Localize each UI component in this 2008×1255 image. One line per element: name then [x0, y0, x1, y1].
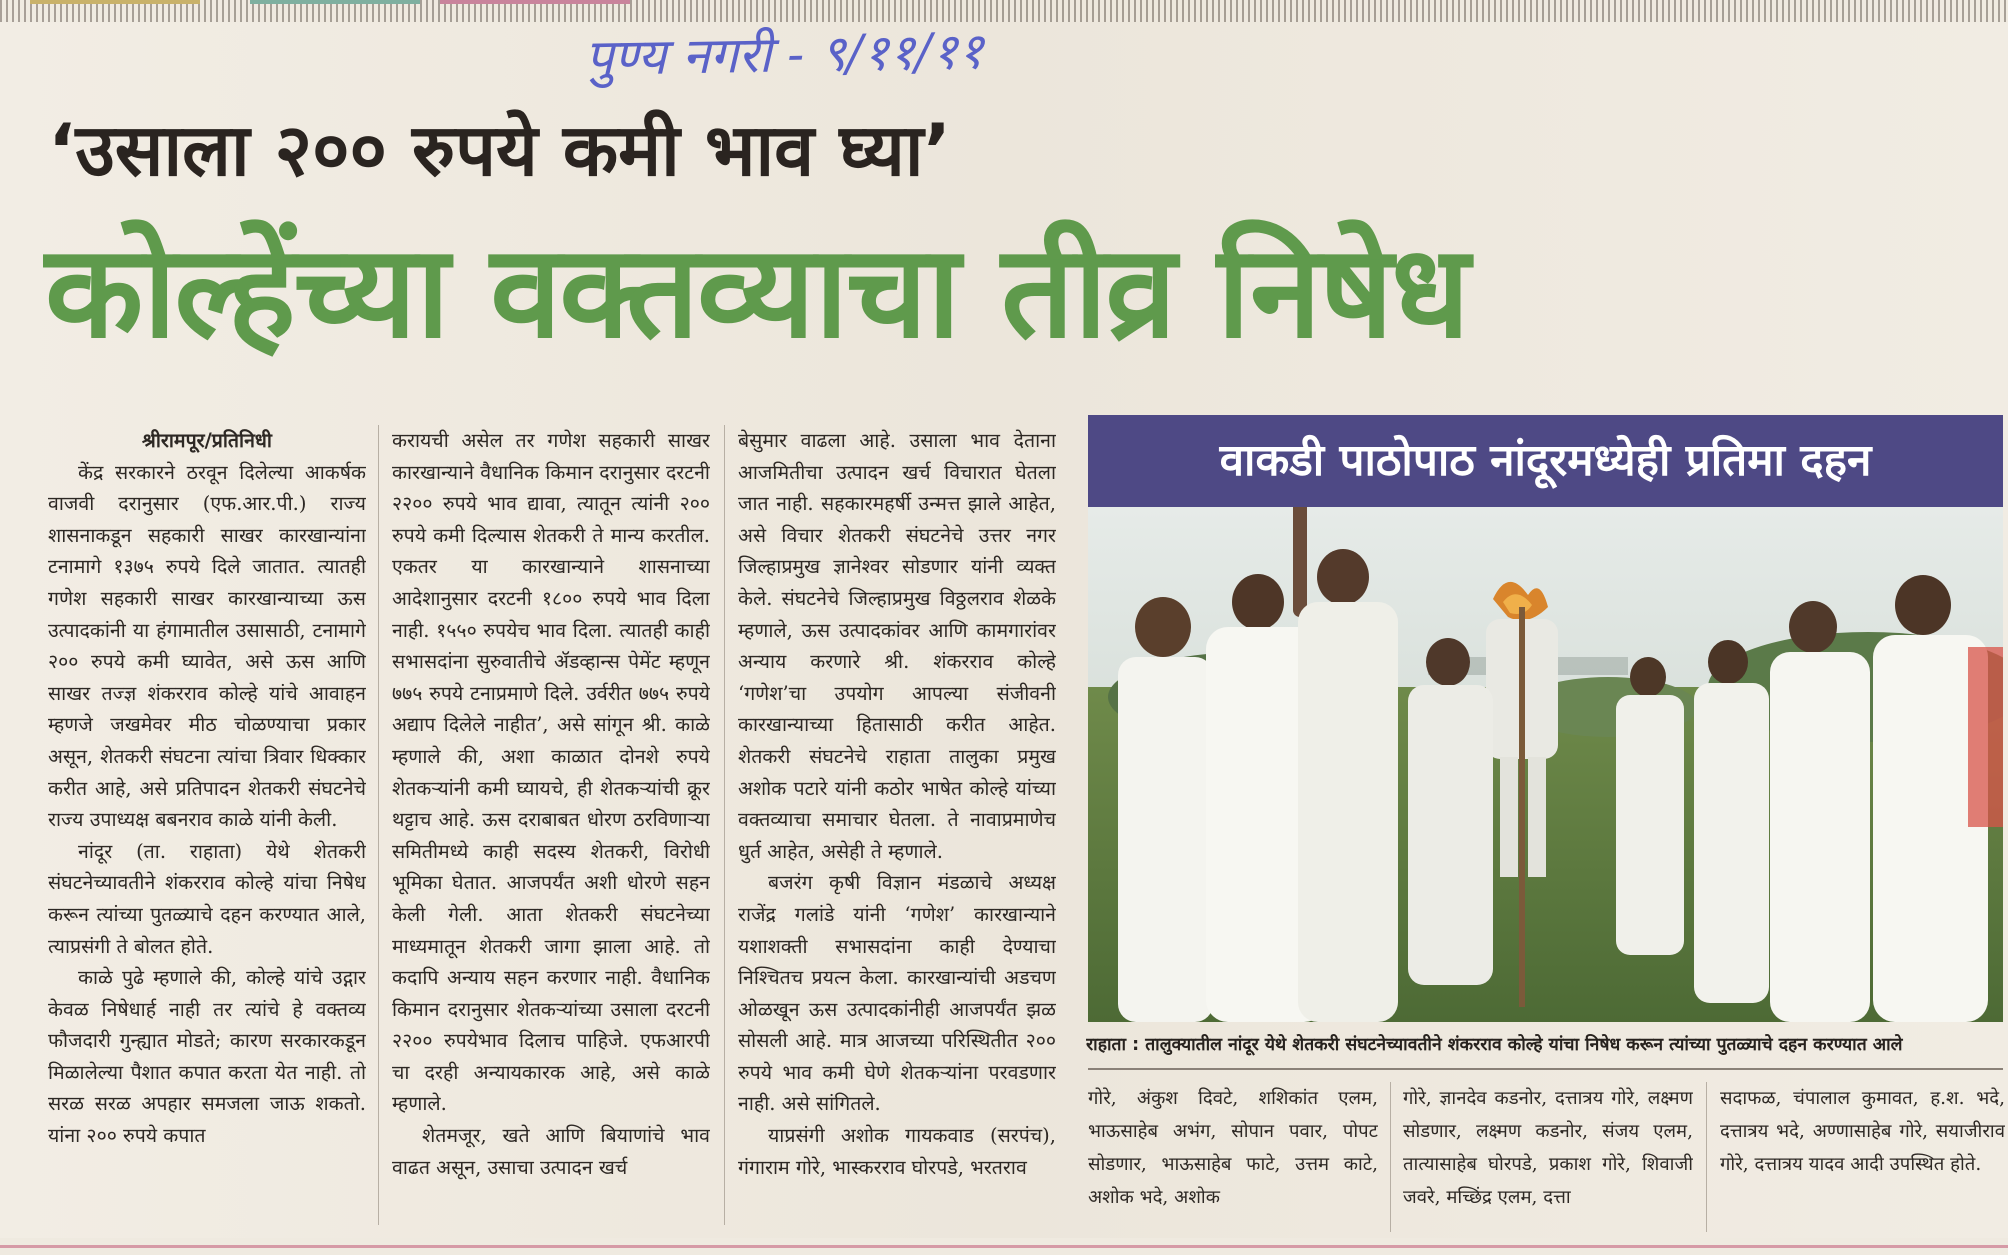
- attendee-names-column-2: [1403, 1082, 1693, 1232]
- column-divider: [724, 425, 725, 1225]
- handwritten-date-note: पुण्य नगरी - ९/११/११: [584, 21, 985, 87]
- column-divider: [1706, 1082, 1707, 1232]
- paragraph: शेतमजूर, खते आणि बियाणांचे भाव वाढत असून, उसाचा उत्पादन खर्च: [392, 1124, 710, 1179]
- effigy-burning-photo: [1088, 507, 2003, 1022]
- article-column-2: [392, 425, 710, 1235]
- paragraph: करायची असेल तर गणेश सहकारी साखर कारखान्याने वैधानिक किमान दरानुसार दरटनी २२०० रुपये भाव द्यावा, त्यातून त्यांनी २०० रुपये कमी दिल्यास शेतकरी ते मान्य करतील. एकतर या कारखान्याने शासनाच्या आदेशानुसार दरटनी १८०० रुपये भाव दिला नाही. १५५० रुपयेच भाव दिला. त्यातही काही सभासदांना सुरुवातीचे ॲडव्हान्स पेमेंट म्हणून ७७५ रुपये टनाप्रमाणे दिले. उर्वरीत ७७५ रुपये अद्याप दिलेले नाहीत’, असे सांगून श्री. काळे म्हणाले की, अशा काळात दोनशे रुपये शेतकऱ्यांनी कमी घ्यायचे, ही शेतकऱ्यांची क्रूर थट्टाच आहे. ऊस दराबाबत धोरण ठरविणाऱ्या समितीमध्ये काही सदस्य शेतकरी, विरोधी भूमिका घेतात. आजपर्यंत अशी धोरणे सहन केली गेली. आता शेतकरी संघटनेच्या माध्यमातून शेतकरी जागा झाला आहे. तो कदापि अन्याय सहन करणार नाही. वैधानिक किमान दरानुसार शेतकऱ्यांच्या उसाला दरटनी २२०० रुपयेभाव दिलाच पाहिजे. एफआरपी चा दरही अन्यायकारक आहे, असे काळे म्हणाले.: [392, 429, 710, 1116]
- column-divider: [378, 425, 379, 1225]
- attendee-names: गोरे, ज्ञानदेव कडनोर, दत्तात्रय गोरे, लक्ष्मण सोडणार, लक्ष्मण कडनोर, संजय एलम, तात्यासाहेब घोरपडे, प्रकाश गोरे, शिवाजी जवरे, मच्छिंद्र एलम, दत्ता: [1403, 1088, 1693, 1208]
- photo-subhead-banner: वाकडी पाठोपाठ नांदूरमध्येही प्रतिमा दहन: [1088, 415, 2003, 507]
- paragraph: नांदूर (ता. राहाता) येथे शेतकरी संघटनेच्यावतीने शंकरराव कोल्हे यांचा निषेध करून त्यांच्या पुतळ्याचे दहन करण्यात आले, त्याप्रसंगी ते बोलत होते.: [48, 839, 366, 958]
- news-photo: [1088, 507, 2003, 1022]
- column-divider: [1390, 1082, 1391, 1232]
- article-column-1: [48, 425, 366, 1235]
- attendee-names-column-3: [1720, 1082, 2005, 1232]
- paragraph: बेसुमार वाढला आहे. उसाला भाव देताना आजमितीचा उत्पादन खर्च विचारात घेतला जात नाही. सहकारमहर्षी उन्मत्त झाले आहेत, असे विचार शेतकरी संघटनेचे उत्तर नगर जिल्हाप्रमुख ज्ञानेश्वर सोडणार यांनी व्यक्त केले. संघटनेचे जिल्हाप्रमुख विठ्ठलराव शेळके म्हणाले, ऊस उत्पादकांवर आणि कामगारांवर अन्याय करणारे श्री. शंकरराव कोल्हे ‘गणेश’चा उपयोग आपल्या संजीवनी कारखान्याच्या हितासाठी करीत आहेत. शेतकरी संघटनेचे राहाता तालुका प्रमुख अशोक पटारे यांनी कठोर भाषेत कोल्हे यांच्या वक्तव्याचा समाचार घेतला. ते नावाप्रमाणेच धुर्त आहेत, असेही ते म्हणाले.: [738, 429, 1056, 863]
- attendee-names: गोरे, अंकुश दिवटे, शशिकांत एलम, भाऊसाहेब अभंग, सोपान पवार, पोपट सोडणार, भाऊसाहेब फाटे, उत्तम काटे, अशोक भदे, अशोक: [1088, 1088, 1378, 1208]
- dateline: श्रीरामपूर/प्रतिनिधी: [142, 429, 272, 452]
- color-registration-bars: [0, 0, 700, 4]
- attendee-names: सदाफळ, चंपालाल कुमावत, ह.श. भदे, दत्तात्रय भदे, अण्णासाहेब गोरे, सयाजीराव गोरे, दत्तात्रय यादव आदी उपस्थित होते.: [1720, 1088, 2005, 1175]
- photo-caption: राहाता : तालुक्यातील नांदूर येथे शेतकरी संघटनेच्यावतीने शंकरराव कोल्हे यांचा निषेध करून त्यांच्या पुतळ्याचे दहन करण्यात आले: [1086, 1035, 1903, 1055]
- caption-divider: [1088, 1068, 2003, 1070]
- main-headline: कोल्हेंच्या वक्तव्याचा तीव्र निषेध: [45, 218, 1468, 367]
- paragraph: याप्रसंगी अशोक गायकवाड (सरपंच), गंगाराम गोरे, भास्करराव घोरपडे, भरतराव: [738, 1124, 1056, 1179]
- paragraph: काळे पुढे म्हणाले की, कोल्हे यांचे उद्गार केवळ निषेधार्ह नाही तर त्यांचे हे वक्तव्य फौजदारी गुन्ह्यात मोडते; कारण सरकारकडून मिळालेल्या पैशात कपात करता येत नाही. तो सरळ सरळ अपहार समजला जाऊ शकतो. यांना २०० रुपये कपात: [48, 966, 366, 1148]
- paragraph: बजरंग कृषी विज्ञान मंडळाचे अध्यक्ष राजेंद्र गलांडे यांनी ‘गणेश’ कारखान्याने यशाशक्ती सभासदांना काही देण्याचा निश्चितच प्रयत्न केला. कारखान्यांची अडचण ओळखून ऊस उत्पादकांनीही आजपर्यंत झळ सोसली आहे. मात्र आजच्या परिस्थितीत २०० रुपये भाव कमी घेणे शेतकऱ्यांना परवडणार नाही. असे सांगितले.: [738, 871, 1056, 1116]
- paragraph: केंद्र सरकारने ठरवून दिलेल्या आकर्षक वाजवी दरानुसार (एफ.आर.पी.) राज्य शासनाकडून सहकारी साखर कारखान्यांना टनामागे १३७५ रुपये दिले जातात. त्यातही गणेश सहकारी साखर कारखान्याच्या ऊस उत्पादकांनी या हंगामातील उसासाठी, टनामागे २०० रुपये कमी घ्यावेत, असे ऊस आणि साखर तज्ज्ञ शंकरराव कोल्हे यांचे आवाहन म्हणजे जखमेवर मीठ चोळण्याचा प्रकार असून, शेतकरी संघटना त्यांचा त्रिवार धिक्कार करीत आहे, असे प्रतिपादन शेतकरी संघटनेचे राज्य उपाध्यक्ष बबनराव काळे यांनी केली.: [48, 460, 366, 832]
- article-column-3: [738, 425, 1056, 1235]
- bottom-border-strip: [0, 1238, 2008, 1255]
- attendee-names-column-1: [1088, 1082, 1378, 1232]
- kicker-headline: ‘उसाला २०० रुपये कमी भाव घ्या’: [48, 108, 951, 192]
